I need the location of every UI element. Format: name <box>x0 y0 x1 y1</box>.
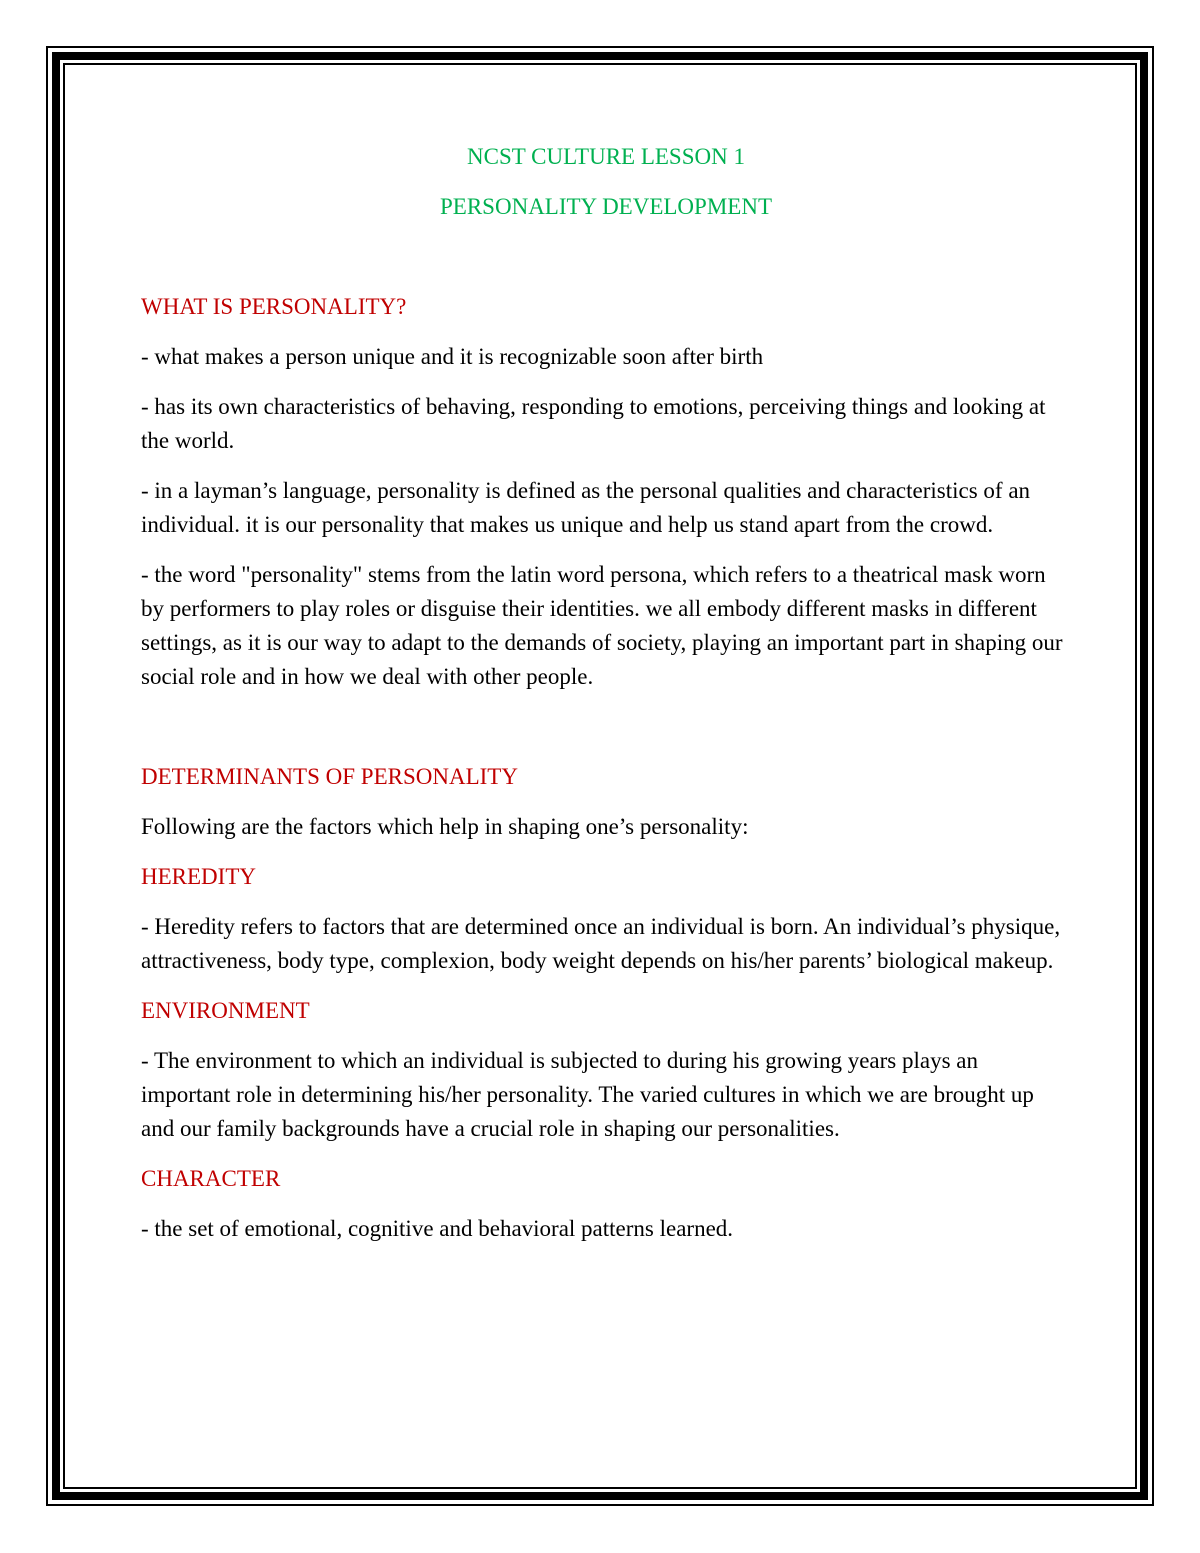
what-is-paragraph-2: - has its own characteristics of behaving, responding to emotions, perceiving things and looking at the world. <box>141 394 1046 453</box>
environment-text: - The environment to which an individual is subjected to during his growing years plays an important role in determining his/her personality. The varied cultures in which we are brought up and our family backgrounds have a crucial role in shaping our personalities. <box>141 1048 1034 1141</box>
character-text: - the set of emotional, cognitive and behavioral patterns learned. <box>141 1216 734 1241</box>
document-title-line2: PERSONALITY DEVELOPMENT <box>440 194 772 219</box>
heading-environment: ENVIRONMENT <box>141 998 310 1023</box>
document-title-line1: NCST CULTURE LESSON 1 <box>467 144 745 169</box>
what-is-paragraph-3: - in a layman’s language, personality is defined as the personal qualities and characteristics of an individual. it is our personality that makes us unique and help us stand apart from the crowd. <box>141 478 1031 537</box>
determinants-intro: Following are the factors which help in shaping one’s personality: <box>141 814 749 839</box>
document-content <box>141 140 1071 1246</box>
heading-determinants: DETERMINANTS OF PERSONALITY <box>141 764 518 789</box>
heredity-text: - Heredity refers to factors that are determined once an individual is born. An individual’s physique, attractiveness, body type, complexion, body weight depends on his/her parents’ biological makeup. <box>141 914 1061 973</box>
heading-character: CHARACTER <box>141 1166 281 1191</box>
heading-what-is-personality: WHAT IS PERSONALITY? <box>141 294 407 319</box>
heading-heredity: HEREDITY <box>141 864 256 889</box>
what-is-paragraph-1: - what makes a person unique and it is recognizable soon after birth <box>141 344 764 369</box>
what-is-paragraph-4: - the word "personality" stems from the latin word persona, which refers to a theatrical mask worn by performers to play roles or disguise their identities. we all embody different masks in different settings, as it is our way to adapt to the demands of society, playing an important part in shaping our social role and in how we deal with other people. <box>141 562 1063 689</box>
